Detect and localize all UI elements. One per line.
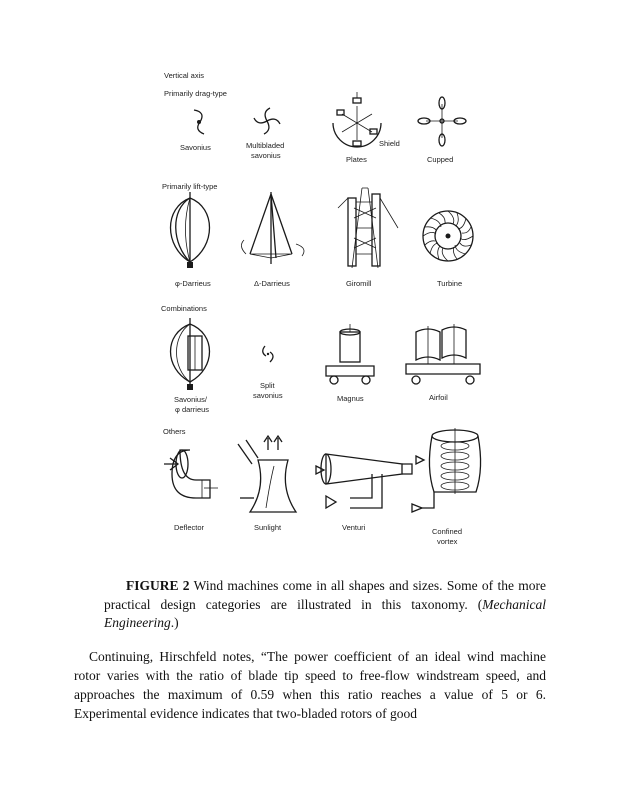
delta-darrieus-drawing	[241, 192, 304, 264]
label-giromill: Giromill	[346, 279, 372, 288]
giromill-drawing	[338, 188, 398, 268]
label-multibladed-1: Multibladed	[246, 141, 285, 150]
deflector-drawing	[164, 450, 218, 498]
multibladed-savonius-drawing	[254, 108, 280, 134]
label-turbine: Turbine	[437, 279, 463, 288]
label-venturi: Venturi	[342, 523, 366, 532]
label-phi-darrieus: φ-Darrieus	[175, 279, 211, 288]
label-deflector: Deflector	[174, 523, 205, 532]
caption-text: Wind machines come in all shapes and sizes. Some of the more practical design categories are illustrated in this taxonomy. (	[104, 578, 546, 612]
venturi-drawing	[316, 454, 412, 508]
section-vertical-axis: Vertical axis	[164, 71, 205, 80]
turbine-drawing	[423, 211, 473, 261]
section-others: Others	[163, 427, 186, 436]
confined-vortex-drawing	[412, 428, 481, 512]
label-cupped: Cupped	[427, 155, 454, 164]
label-delta-darrieus: Δ-Darrieus	[254, 279, 290, 288]
savonius-darrieus-drawing	[171, 318, 210, 390]
label-confined-2: vortex	[437, 537, 458, 546]
label-savonius-darrieus-2: φ darrieus	[175, 405, 210, 414]
magnus-drawing	[326, 324, 374, 384]
section-lift-type: Primarily lift-type	[162, 182, 218, 191]
label-airfoil: Airfoil	[429, 393, 448, 402]
caption-source: Mechanical Engineering	[104, 596, 546, 630]
plates-drawing	[333, 92, 381, 147]
label-confined-1: Confined	[432, 527, 463, 536]
label-savonius: Savonius	[180, 143, 211, 152]
caption-text-end: .)	[170, 615, 179, 630]
cupped-drawing	[418, 97, 466, 146]
wind-machine-taxonomy-figure	[150, 68, 490, 558]
figure-caption	[104, 577, 546, 633]
body-paragraph: Continuing, Hirschfeld notes, “The power coefficient of an ideal wind machine rotor varies with the ratio of blade tip speed to free-flow windstream speed, and approaches the maximum of 0.59 when this ratio reaches a value of 5 or 6. Experimental evidence indicates that two-bladed rotors of good	[74, 649, 546, 721]
sunlight-drawing	[238, 436, 296, 512]
section-combinations: Combinations	[161, 304, 207, 313]
airfoil-drawing	[406, 324, 480, 384]
label-split-2: savonius	[253, 391, 283, 400]
section-drag-type: Primarily drag-type	[164, 89, 227, 98]
split-savonius-drawing	[263, 346, 273, 362]
label-split-1: Split	[260, 381, 275, 390]
savonius-drawing	[194, 110, 204, 134]
caption-label: FIGURE 2	[126, 578, 190, 593]
phi-darrieus-drawing	[171, 192, 210, 268]
label-sunlight: Sunlight	[254, 523, 282, 532]
label-shield: Shield	[379, 139, 400, 148]
label-plates: Plates	[346, 155, 367, 164]
label-multibladed-2: savonius	[251, 151, 281, 160]
label-savonius-darrieus-1: Savonius/	[174, 395, 207, 404]
label-magnus: Magnus	[337, 394, 364, 403]
